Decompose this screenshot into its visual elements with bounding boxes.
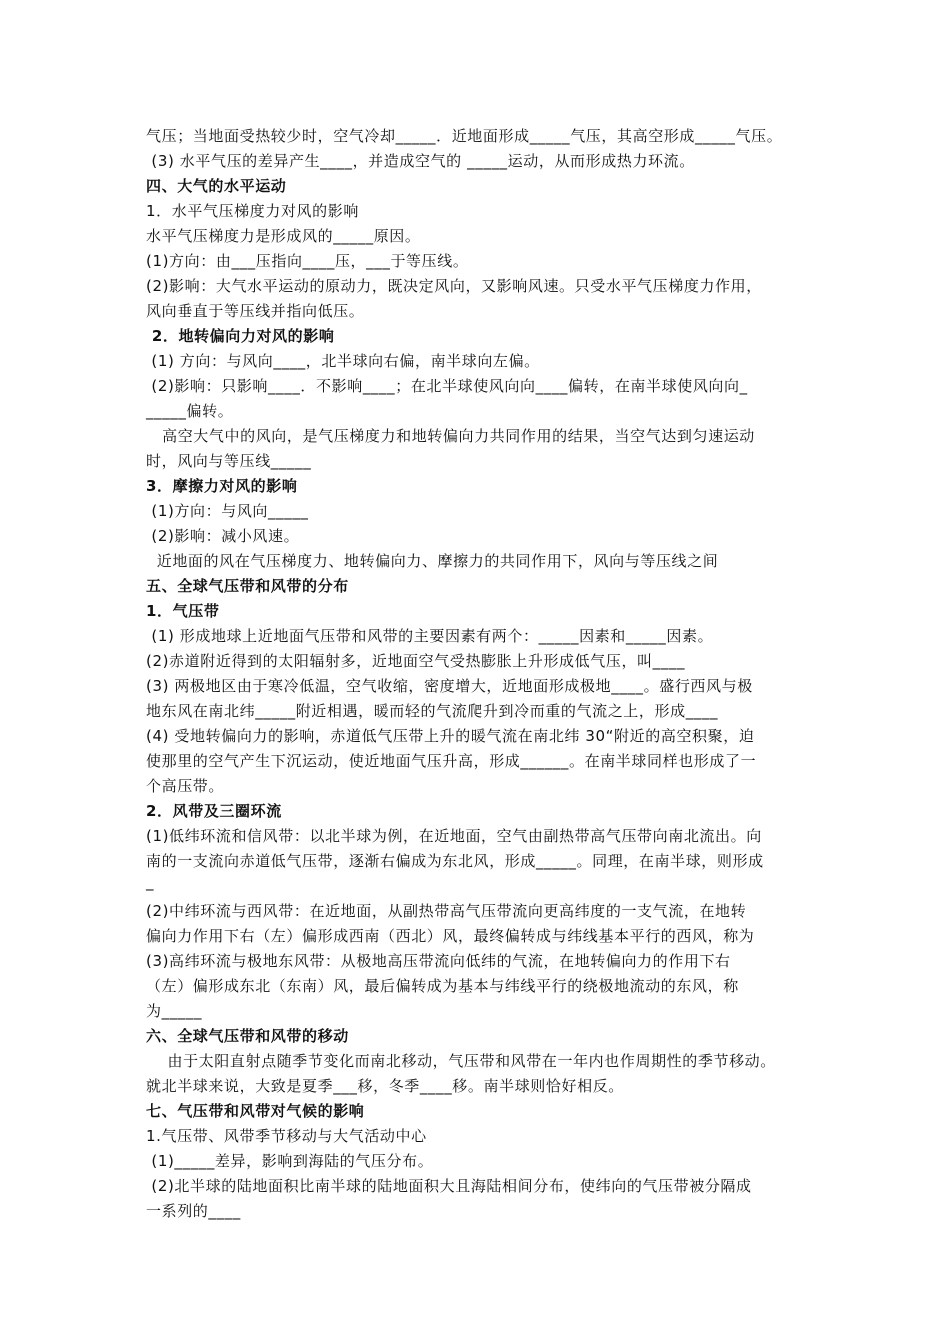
text-line: (2)影响：大气水平运动的原动力，既决定风向，又影响风速。只受水平气压梯度力作用， xyxy=(146,277,762,295)
text-line: (1) 方向：与风向____，北半球向右偏，南半球向左偏。 xyxy=(146,352,540,370)
subsection-heading: 2．风带及三圈环流 xyxy=(146,802,282,820)
section-heading: 四、大气的水平运动 xyxy=(146,177,287,195)
text-line: _ xyxy=(146,873,155,891)
text-line: 近地面的风在气压梯度力、地转偏向力、摩擦力的共同作用下，风向与等压线之间 xyxy=(146,552,719,570)
text-line: (2)影响：只影响____．不影响____；在北半球使风向向____偏转，在南半球使风向向_ xyxy=(146,377,748,395)
section-heading: 七、气压带和风带对气候的影响 xyxy=(146,1102,365,1120)
text-line: 偏向力作用下右（左）偏形成西南（西北）风，最终偏转成与纬线基本平行的西风，称为 xyxy=(146,927,755,945)
text-line: 气压；当地面受热较少时，空气冷却_____．近地面形成_____气压，其高空形成_____气压。 xyxy=(146,127,783,145)
text-line: 由于太阳直射点随季节变化而南北移动，气压带和风带在一年内也作周期性的季节移动。 xyxy=(146,1052,776,1070)
text-line: (3)高纬环流与极地东风带：从极地高压带流向低纬的气流，在地转偏向力的作用下右 xyxy=(146,952,731,970)
subsection-heading: 2．地转偏向力对风的影响 xyxy=(146,327,335,345)
text-line: 使那里的空气产生下沉运动，使近地面气压升高，形成______。在南半球同样也形成了一 xyxy=(146,752,757,770)
text-line: 个高压带。 xyxy=(146,777,225,795)
text-line: 1.气压带、风带季节移动与大气活动中心 xyxy=(146,1127,427,1145)
text-line: (3) 两极地区由于寒冷低温，空气收缩，密度增大，近地面形成极地____。盛行西风与极 xyxy=(146,677,753,695)
section-heading: 六、全球气压带和风带的移动 xyxy=(146,1027,349,1045)
text-line: (2)赤道附近得到的太阳辐射多，近地面空气受热膨胀上升形成低气压，叫____ xyxy=(146,652,686,670)
text-line: 水平气压梯度力是形成风的_____原因。 xyxy=(146,227,421,245)
text-line: 高空大气中的风向，是气压梯度力和地转偏向力共同作用的结果，当空气达到匀速运动 xyxy=(146,427,755,445)
text-line: 一系列的____ xyxy=(146,1202,241,1220)
subsection-heading: 3．摩擦力对风的影响 xyxy=(146,477,298,495)
text-line: (2)中纬环流与西风带：在近地面，从副热带高气压带流向更高纬度的一支气流，在地转 xyxy=(146,902,747,920)
text-line: (2)影响：减小风速。 xyxy=(146,527,300,545)
text-line: (1)低纬环流和信风带：以北半球为例，在近地面，空气由副热带高气压带向南北流出。向 xyxy=(146,827,762,845)
text-line: (2)北半球的陆地面积比南半球的陆地面积大且海陆相间分布，使纬向的气压带被分隔成 xyxy=(146,1177,752,1195)
text-line: _____偏转。 xyxy=(146,402,234,420)
section-heading: 五、全球气压带和风带的分布 xyxy=(146,577,349,595)
text-line: 为_____ xyxy=(146,1002,203,1020)
text-line: 时，风向与等压线_____ xyxy=(146,452,312,470)
text-line: 1．水平气压梯度力对风的影响 xyxy=(146,202,359,220)
text-line: (1) 形成地球上近地面气压带和风带的主要因素有两个：_____因素和_____因素。 xyxy=(146,627,714,645)
text-line: (3) 水平气压的差异产生____，并造成空气的 _____运动，从而形成热力环流。 xyxy=(146,152,695,170)
text-line: 风向垂直于等压线并指向低压。 xyxy=(146,302,365,320)
text-line: (4) 受地转偏向力的影响，赤道低气压带上升的暖气流在南北纬 30“附近的高空积聚，迫 xyxy=(146,727,755,745)
text-line: 地东风在南北纬_____附近相遇，暖而轻的气流爬升到冷而重的气流之上，形成____ xyxy=(146,702,719,720)
text-line: （左）偏形成东北（东南）风，最后偏转成为基本与纬线平行的绕极地流动的东风，称 xyxy=(146,977,739,995)
text-line: 就北半球来说，大致是夏季___移，冬季____移。南半球则恰好相反。 xyxy=(146,1077,624,1095)
text-line: (1)方向：与风向_____ xyxy=(146,502,309,520)
text-line: (1)_____差异，影响到海陆的气压分布。 xyxy=(146,1152,434,1170)
text-line: 南的一支流向赤道低气压带，逐渐右偏成为东北风，形成_____。同理，在南半球，则形成 xyxy=(146,852,764,870)
subsection-heading: 1．气压带 xyxy=(146,602,220,620)
text-line: (1)方向：由___压指向____压，___于等压线。 xyxy=(146,252,469,270)
